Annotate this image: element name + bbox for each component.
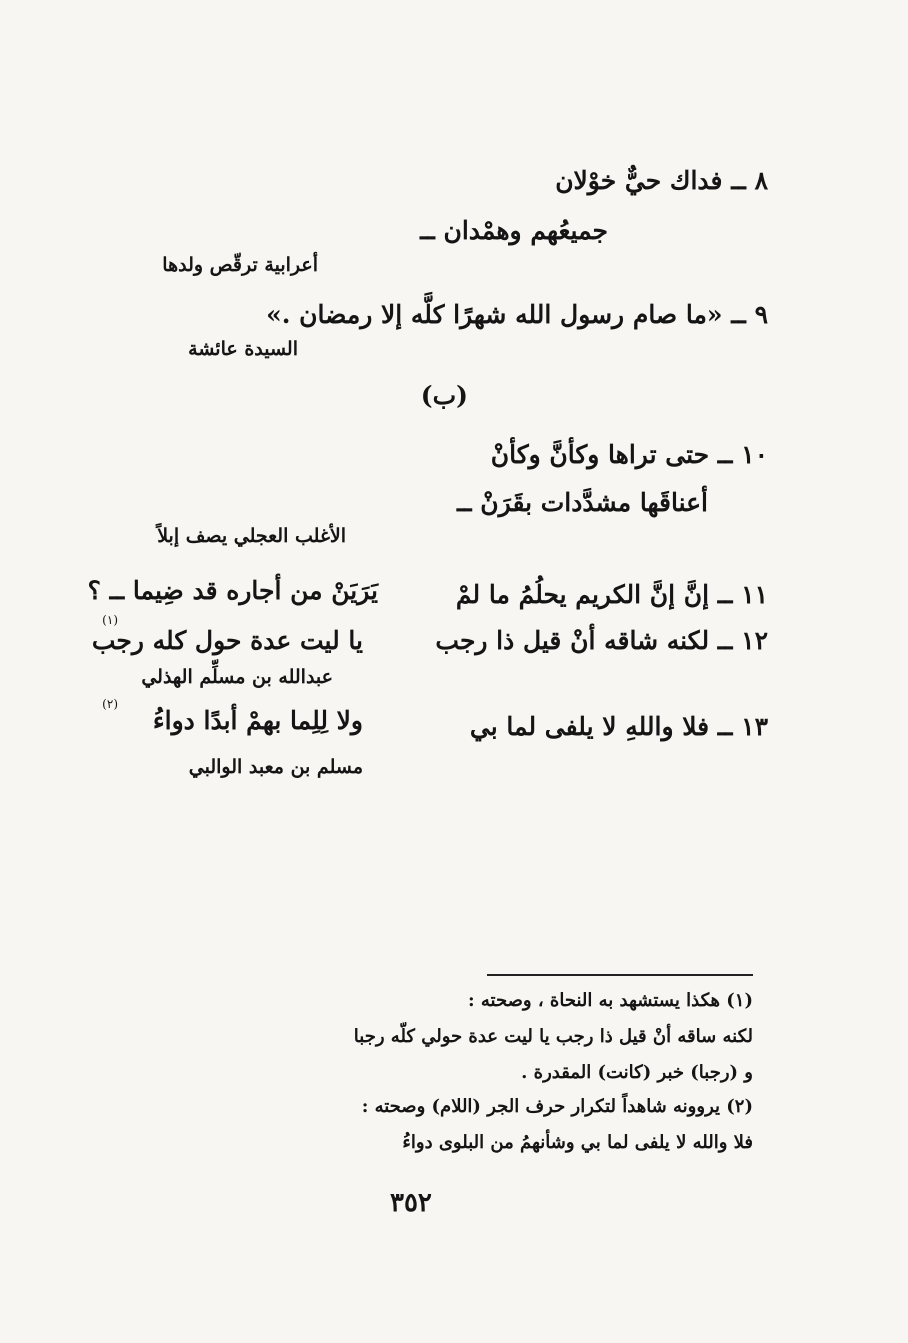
- verse-8-line-2: جميعُهم وهمْدان ــ: [420, 216, 608, 245]
- footnote-1-line-3: و (رجبا) خبر (كانت) المقدرة .: [521, 1062, 753, 1083]
- section-b-heading: (ب): [420, 381, 468, 410]
- footnote-1-line-1: (١) هكذا يستشهد به النحاة ، وصحته :: [467, 990, 753, 1011]
- verse-12-attribution: عبدالله بن مسلِّم الهذلي: [141, 666, 333, 688]
- verse-8-line-1: ٨ ــ فداك حيٌّ خوْلان: [555, 166, 768, 195]
- verse-13-left-hemistich: ولا لِلِما بهمْ أبدًا دواءُ: [152, 706, 363, 735]
- page-number: ٣٥٢: [390, 1188, 432, 1218]
- verse-13-attribution: مسلم بن معبد الوالبي: [188, 756, 363, 778]
- verse-12-left-hemistich: يا ليت عدة حول كله رجب: [91, 626, 363, 655]
- footnote-separator: [487, 974, 753, 976]
- verse-8-attribution: أعرابية ترقّص ولدها: [162, 254, 318, 276]
- verse-11-left-hemistich: يَرَيَنْ من أجاره قد ضِيما ــ ؟: [87, 576, 378, 605]
- verse-12-right-hemistich: ١٢ ــ لكنه شاقه أنْ قيل ذا رجب: [435, 626, 768, 655]
- verse-13-right-hemistich: ١٣ ــ فلا واللهِ لا يلفى لما بي: [469, 712, 768, 741]
- verse-10-attribution: الأغلب العجلي يصف إبلاً: [157, 525, 346, 547]
- verse-11-right-hemistich: ١١ ــ إنَّ إنَّ الكريم يحلُمُ ما لمْ: [455, 580, 768, 609]
- verse-9-line: ٩ ــ «ما صام رسول الله شهرًا كلَّه إلا رمضان .»: [266, 300, 768, 329]
- footnote-1-line-2: لكنه ساقه أنْ قيل ذا رجب يا ليت عدة حولي كلّه رجبا: [353, 1026, 753, 1047]
- footnote-marker-1: (١): [102, 613, 118, 627]
- footnote-2-line-2: فلا والله لا يلفى لما بي وشأنهمُ من البلوى دواءُ: [402, 1132, 753, 1153]
- verse-10-line-2: أعناقَها مشدَّدات بقَرَنْ ــ: [456, 488, 708, 517]
- verse-9-attribution: السيدة عائشة: [188, 338, 298, 360]
- footnote-marker-2: (٢): [102, 697, 118, 711]
- verse-10-line-1: ١٠ ــ حتى تراها وكأنَّ وكأنْ: [490, 440, 768, 469]
- footnote-2-line-1: (٢) يروونه شاهداً لتكرار حرف الجر (اللام) وصحته :: [361, 1096, 753, 1117]
